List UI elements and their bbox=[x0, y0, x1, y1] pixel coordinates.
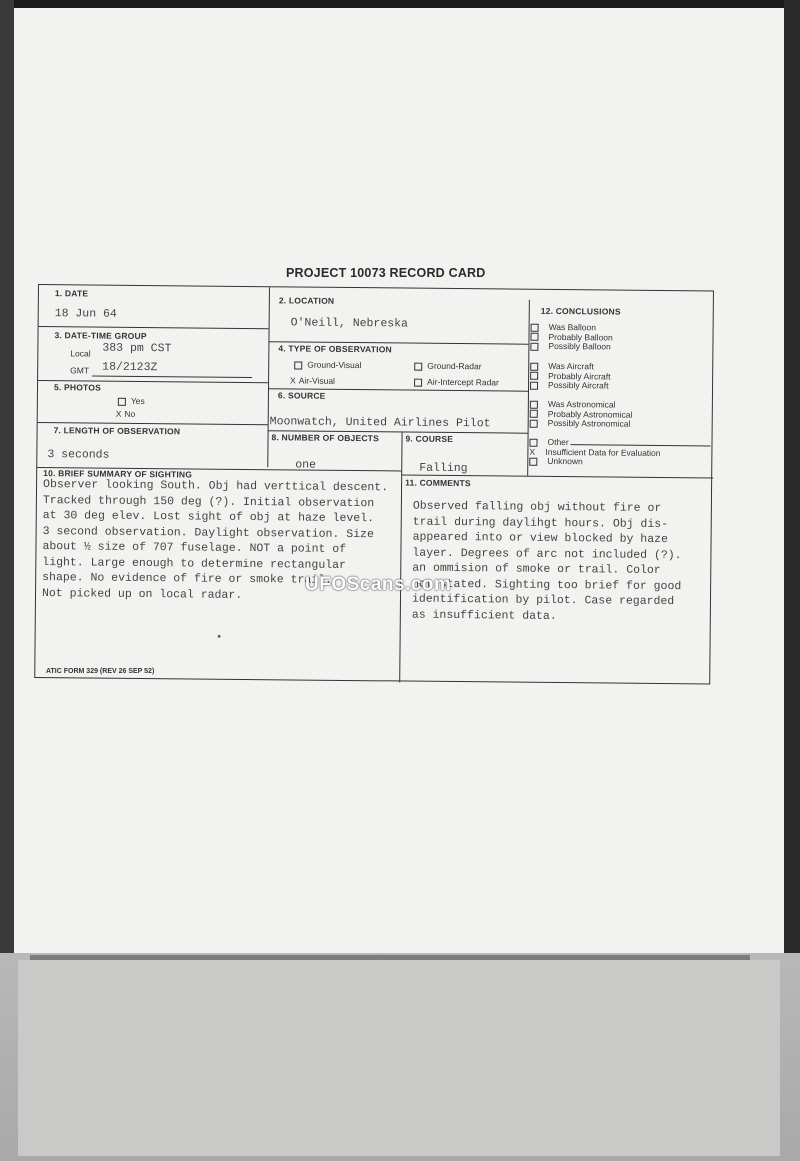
ground-radar-option bbox=[414, 361, 481, 372]
possibly-astronomical: Possibly Astronomical bbox=[547, 418, 631, 429]
insufficient-data: Insufficient Data for Evaluation bbox=[545, 446, 661, 458]
conclusions-astronomical bbox=[530, 400, 633, 430]
record-card bbox=[34, 284, 714, 684]
summary-line: Not picked up on local radar. bbox=[41, 586, 243, 602]
ground-radar-checkbox bbox=[414, 362, 422, 370]
comments-line: identification by pilot. Case regarded bbox=[411, 592, 675, 609]
air-intercept-option bbox=[414, 377, 499, 388]
ground-visual-checkbox bbox=[294, 361, 302, 369]
date-label: 1. DATE bbox=[54, 288, 89, 299]
watermark: UFOScans.com bbox=[305, 574, 452, 595]
scan-top-edge bbox=[0, 0, 800, 8]
num-objects-value: one bbox=[295, 458, 317, 472]
was-astronomical: Was Astronomical bbox=[547, 398, 616, 410]
ink-speck bbox=[218, 635, 221, 638]
divider-v-left bbox=[267, 287, 270, 467]
card-title: PROJECT 10073 RECORD CARD bbox=[286, 266, 486, 280]
summary-line: about ½ size of 707 fuselage. NOT a point of bbox=[42, 540, 347, 556]
length-value: 3 seconds bbox=[47, 448, 110, 462]
form-id: ATIC FORM 329 (REV 26 SEP 52) bbox=[46, 668, 155, 675]
ground-radar-label: Ground-Radar bbox=[427, 360, 482, 372]
possibly-balloon: Possibly Balloon bbox=[548, 341, 611, 352]
air-visual-mark: X bbox=[290, 375, 296, 386]
local-label: Local bbox=[70, 348, 91, 359]
type-obs-label: 4. TYPE OF OBSERVATION bbox=[278, 343, 392, 355]
photos-yes-label: Yes bbox=[130, 395, 145, 407]
photos-no-label: No bbox=[124, 408, 136, 419]
ground-visual-label: Ground-Visual bbox=[307, 359, 362, 371]
conclusions-other bbox=[529, 438, 711, 469]
air-visual-option bbox=[290, 375, 335, 385]
summary-line: shape. No evidence of fire or smoke trail. bbox=[42, 571, 333, 587]
photos-label: 5. PHOTOS bbox=[53, 382, 102, 393]
gmt-underline bbox=[92, 376, 252, 379]
comments-label: 11. COMMENTS bbox=[405, 477, 471, 489]
photos-yes-option bbox=[118, 396, 145, 406]
source-value: Moonwatch, United Airlines Pilot bbox=[269, 415, 491, 431]
conclusions-aircraft bbox=[530, 362, 611, 392]
other: Other bbox=[547, 436, 569, 448]
summary-line: at 30 deg elev. Lost sight of obj at haze level. bbox=[42, 509, 375, 526]
unknown: Unknown bbox=[547, 456, 583, 467]
was-aircraft: Was Aircraft bbox=[548, 360, 594, 372]
location-label: 2. LOCATION bbox=[278, 295, 335, 306]
summary-line: Observer looking South. Obj had verttical descent. bbox=[43, 478, 389, 495]
comments-line: as insufficient data. bbox=[411, 608, 557, 623]
summary-line: 3 second observation. Daylight observation. Size bbox=[42, 524, 374, 541]
summary-label: 10. BRIEF SUMMARY OF SIGHTING bbox=[43, 468, 193, 480]
probably-balloon: Probably Balloon bbox=[548, 331, 613, 343]
comments-line: an ommision of smoke or trail. Color bbox=[412, 561, 661, 577]
summary-line: Tracked through 150 deg (?). Initial observation bbox=[42, 493, 375, 510]
scan-left-edge bbox=[0, 0, 14, 960]
conclusions-label: 12. CONCLUSIONS bbox=[540, 305, 621, 317]
divider-course bbox=[399, 431, 402, 682]
insufficient-mark: X bbox=[529, 446, 536, 457]
next-sheet bbox=[18, 960, 780, 1156]
gmt-value: 18/2123Z bbox=[102, 360, 158, 375]
comments-line: Observed falling obj without fire or bbox=[412, 499, 662, 515]
possibly-aircraft: Possibly Aircraft bbox=[548, 380, 609, 391]
air-intercept-checkbox bbox=[414, 378, 422, 386]
was-balloon: Was Balloon bbox=[548, 321, 597, 333]
probably-aircraft: Probably Aircraft bbox=[548, 370, 611, 382]
comments-line: appeared into or view blocked by haze bbox=[412, 530, 668, 547]
location-value: O'Neill, Nebreska bbox=[290, 316, 409, 331]
conclusions-balloon bbox=[530, 323, 613, 353]
air-visual-label: Air-Visual bbox=[298, 375, 336, 386]
local-value: 383 pm CST bbox=[102, 341, 172, 356]
comments-text bbox=[412, 499, 682, 626]
length-label: 7. LENGTH OF OBSERVATION bbox=[53, 425, 181, 437]
photos-no-mark: X bbox=[115, 408, 122, 419]
source-label: 6. SOURCE bbox=[277, 390, 326, 401]
gmt-label: GMT bbox=[70, 365, 90, 376]
scan-right-edge bbox=[784, 0, 800, 960]
comments-line: trail during daylihgt hours. Obj dis- bbox=[412, 515, 669, 531]
photos-yes-checkbox bbox=[118, 398, 126, 406]
ground-visual-option bbox=[294, 359, 361, 370]
summary-line: light. Large enough to determine rectangular bbox=[42, 555, 347, 572]
comments-line: layer. Degrees of arc not included (?). bbox=[412, 546, 682, 562]
probably-astronomical: Probably Astronomical bbox=[547, 408, 633, 420]
divider-date bbox=[39, 326, 269, 329]
course-label: 9. COURSE bbox=[405, 433, 454, 444]
comments-line: not stated. Sighting too brief for good bbox=[412, 577, 682, 593]
dtg-label: 3. DATE-TIME GROUP bbox=[54, 330, 147, 342]
photos-no-option bbox=[116, 409, 136, 419]
air-intercept-label: Air-Intercept Radar bbox=[427, 376, 499, 388]
date-value: 18 Jun 64 bbox=[54, 307, 117, 321]
course-value: Falling bbox=[419, 461, 468, 476]
num-objects-label: 8. NUMBER OF OBJECTS bbox=[271, 432, 380, 444]
